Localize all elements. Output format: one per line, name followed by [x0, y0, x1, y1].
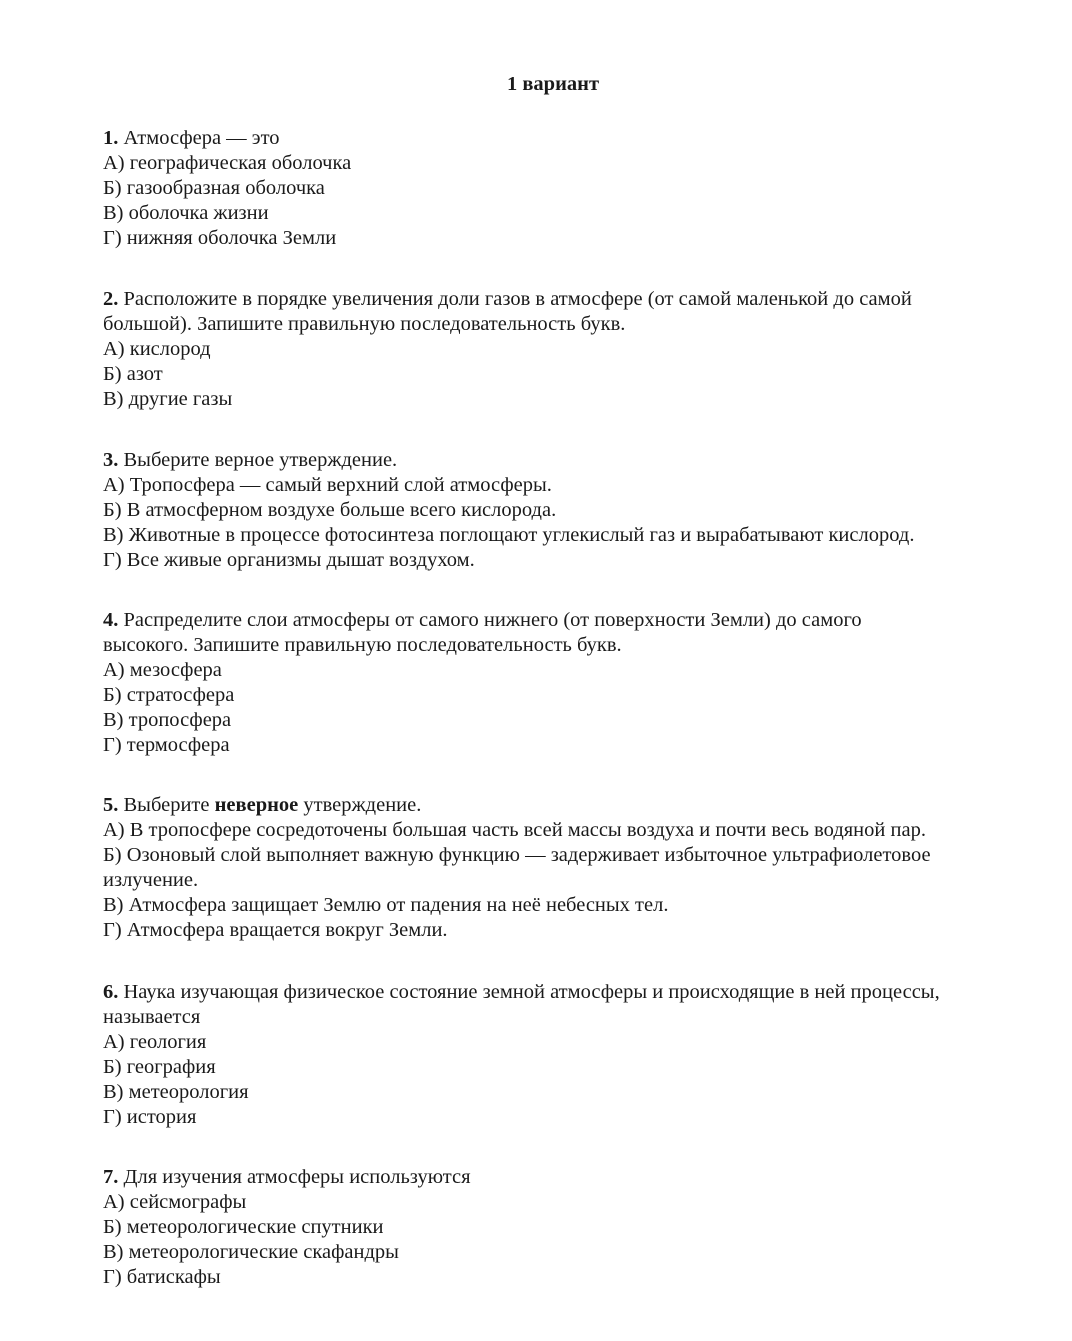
- question-text-continued: большой). Запишите правильную последовательность букв.: [103, 313, 626, 335]
- answer-option: А) Тропосфера — самый верхний слой атмосферы.: [103, 474, 552, 496]
- answer-option: А) кислород: [103, 338, 211, 360]
- answer-option: А) географическая оболочка: [103, 152, 352, 174]
- question-1: [103, 126, 1023, 251]
- question-text-continued: высокого. Запишите правильную последовательность букв.: [103, 634, 622, 656]
- answer-option: Б) стратосфера: [103, 684, 235, 706]
- answer-option: В) оболочка жизни: [103, 202, 269, 224]
- question-3: [103, 448, 1023, 573]
- question-text: 2. Расположите в порядке увеличения доли газов в атмосфере (от самой маленькой до самой: [103, 288, 912, 310]
- question-number: 2.: [103, 288, 119, 310]
- answer-option: Б) В атмосферном воздухе больше всего кислорода.: [103, 499, 557, 521]
- answer-option: В) метеорология: [103, 1081, 249, 1103]
- question-number: 7.: [103, 1166, 119, 1188]
- question-text: 5. Выберите неверное утверждение.: [103, 794, 422, 816]
- answer-option: Г) история: [103, 1106, 197, 1128]
- question-number: 3.: [103, 449, 119, 471]
- answer-option: В) тропосфера: [103, 709, 232, 731]
- question-number: 5.: [103, 794, 119, 816]
- answer-option: Г) нижняя оболочка Земли: [103, 227, 337, 249]
- answer-option: Г) батискафы: [103, 1266, 221, 1288]
- answer-option-continued: излучение.: [103, 869, 199, 891]
- answer-option: А) сейсмографы: [103, 1191, 247, 1213]
- answer-option: Б) метеорологические спутники: [103, 1216, 384, 1238]
- question-6: [103, 980, 1023, 1130]
- answer-option: А) геология: [103, 1031, 207, 1053]
- question-text: 3. Выберите верное утверждение.: [103, 449, 398, 471]
- answer-option: Г) Все живые организмы дышат воздухом.: [103, 549, 475, 571]
- page-title: 1 вариант: [506, 73, 600, 95]
- question-5: [103, 793, 1023, 943]
- answer-option: В) другие газы: [103, 388, 233, 410]
- answer-option: Б) Озоновый слой выполняет важную функцию — задерживает избыточное ультрафиолетовое: [103, 844, 931, 866]
- answer-option: Б) география: [103, 1056, 216, 1078]
- question-7: [103, 1165, 1023, 1290]
- question-number: 1.: [103, 127, 119, 149]
- answer-option: В) Атмосфера защищает Землю от падения на неё небесных тел.: [103, 894, 669, 916]
- question-2: [103, 287, 1023, 412]
- question-text: 1. Атмосфера — это: [103, 127, 280, 149]
- answer-option: Б) азот: [103, 363, 163, 385]
- emphasized-word: неверное: [214, 794, 299, 816]
- answer-option: В) метеорологические скафандры: [103, 1241, 399, 1263]
- question-text-continued: называется: [103, 1006, 201, 1028]
- answer-option: Г) термосфера: [103, 734, 230, 756]
- question-4: [103, 608, 1023, 758]
- answer-option: А) В тропосфере сосредоточены большая часть всей массы воздуха и почти весь водяной пар.: [103, 819, 926, 841]
- answer-option: Б) газообразная оболочка: [103, 177, 325, 199]
- question-text: 6. Наука изучающая физическое состояние земной атмосферы и происходящие в ней процессы,: [103, 981, 940, 1003]
- question-text: 4. Распределите слои атмосферы от самого нижнего (от поверхности Земли) до самого: [103, 609, 862, 631]
- answer-option: А) мезосфера: [103, 659, 222, 681]
- question-text: 7. Для изучения атмосферы используются: [103, 1166, 471, 1188]
- question-number: 4.: [103, 609, 119, 631]
- answer-option: В) Животные в процессе фотосинтеза поглощают углекислый газ и вырабатывают кислород.: [103, 524, 915, 546]
- question-number: 6.: [103, 981, 119, 1003]
- answer-option: Г) Атмосфера вращается вокруг Земли.: [103, 919, 448, 941]
